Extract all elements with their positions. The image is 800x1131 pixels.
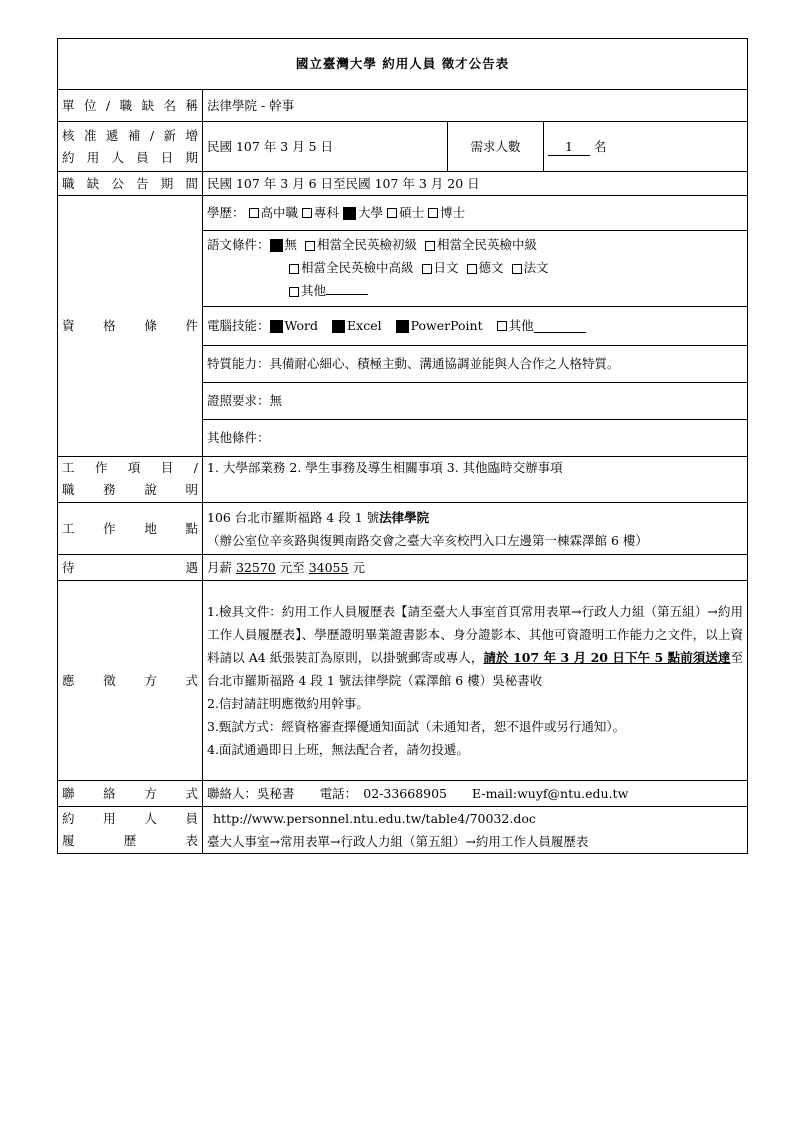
resume-label-line1: 約用人員 bbox=[62, 811, 198, 826]
checkbox-checked-icon[interactable] bbox=[396, 320, 409, 333]
salary-value bbox=[203, 555, 748, 581]
apply-deadline: 請於 107 年 3 月 20 日下午 5 點前須送達 bbox=[483, 650, 731, 665]
headcount-label: 需求人數 bbox=[448, 122, 544, 172]
traits-row: 特質能力：具備耐心細心、積極主動、溝通協調並能與人合作之人格特質。 bbox=[203, 345, 747, 382]
option-label: 日文 bbox=[433, 260, 459, 275]
location-building: 法律學院 bbox=[379, 509, 430, 525]
salary-high: 34055 bbox=[308, 559, 349, 575]
location-note: （辦公室位辛亥路與復興南路交會之臺大辛亥校門入口左邊第一棟霖澤館 6 樓） bbox=[207, 532, 648, 548]
duties-value: 1. 大學部業務 2. 學生事務及導生相關事項 3. 其他臨時交辦事項 bbox=[203, 457, 748, 503]
checkbox-checked-icon[interactable] bbox=[270, 239, 283, 252]
computer-other-blank[interactable] bbox=[534, 320, 586, 333]
language-other-blank[interactable] bbox=[326, 282, 368, 295]
option-label: 相當全民英檢初級 bbox=[317, 237, 418, 252]
checkbox-icon[interactable] bbox=[302, 208, 312, 218]
resume-label-line2: 履歷表 bbox=[62, 833, 198, 848]
education-row bbox=[203, 196, 747, 230]
checkbox-icon[interactable] bbox=[249, 208, 259, 218]
resume-url-link[interactable]: http://www.personnel.ntu.edu.tw/table4/70032.doc bbox=[213, 811, 536, 826]
duties-label bbox=[58, 457, 203, 503]
option-label: Excel bbox=[347, 318, 382, 333]
duties-label-line2: 職務說明 bbox=[62, 482, 198, 497]
resume-value bbox=[203, 807, 748, 854]
apply-item1-address: 至台北市羅斯福路 4 段 1 號法律學院（霖澤館 6 樓）吳秘書收 bbox=[207, 650, 744, 688]
qualifications-label: 資格條件 bbox=[58, 196, 203, 457]
language-row bbox=[203, 230, 747, 306]
checkbox-checked-icon[interactable] bbox=[332, 320, 345, 333]
option-label: 專科 bbox=[314, 205, 340, 220]
checkbox-icon[interactable] bbox=[467, 264, 477, 274]
license-row: 證照要求：無 bbox=[203, 382, 747, 419]
resume-label bbox=[58, 807, 203, 854]
option-label: 相當全民英檢中高級 bbox=[301, 260, 414, 275]
checkbox-icon[interactable] bbox=[289, 287, 299, 297]
checkbox-checked-icon[interactable] bbox=[343, 207, 356, 220]
headcount-unit: 名 bbox=[593, 138, 607, 154]
option-label: PowerPoint bbox=[410, 318, 483, 333]
other-conditions-row: 其他條件： bbox=[203, 419, 747, 456]
location-value bbox=[203, 503, 748, 555]
apply-item1 bbox=[207, 604, 743, 688]
salary-suffix: 元 bbox=[348, 559, 365, 575]
apply-item1-text: 1.檢具文件：約用工作人員履歷表【請至臺大人事室首頁常用表單→行政人力組（第五組）→約用工作人員履歷表】、學歷證明畢業證書影本、身分證影本、其他可資證明工作能力之文件，以上資料請以 A4 紙張裝訂為原則，以掛號郵寄或專人， bbox=[207, 604, 744, 665]
checkbox-icon[interactable] bbox=[289, 264, 299, 274]
approval-label bbox=[58, 122, 203, 172]
location-address: 106 台北市羅斯福路 4 段 1 號 bbox=[207, 509, 380, 525]
period-value: 民國 107 年 3 月 6 日至民國 107 年 3 月 20 日 bbox=[203, 172, 748, 196]
headcount-value: 1 bbox=[548, 139, 590, 156]
checkbox-icon[interactable] bbox=[425, 241, 435, 251]
option-label: 德文 bbox=[478, 260, 504, 275]
checkbox-icon[interactable] bbox=[497, 321, 507, 331]
option-label: 無 bbox=[284, 237, 298, 252]
contact-label: 聯絡方式 bbox=[58, 781, 203, 807]
form-title: 國立臺灣大學 約用人員 徵才公告表 bbox=[58, 39, 748, 90]
salary-mid: 元至 bbox=[275, 559, 309, 575]
computer-label: 電腦技能： bbox=[207, 318, 270, 333]
apply-item2: 2.信封請註明應徵約用幹事。 bbox=[207, 696, 369, 711]
recruitment-form bbox=[57, 38, 748, 854]
resume-path: 臺大人事室→常用表單→行政人力組（第五組）→約用工作人員履歷表 bbox=[207, 834, 589, 849]
option-label: 其他 bbox=[508, 318, 534, 333]
contact-value: 聯絡人：吳秘書 電話： 02-33668905 E-mail:wuyf@ntu.edu.tw bbox=[203, 781, 748, 807]
salary-low: 32570 bbox=[235, 559, 276, 575]
apply-item3: 3.甄試方式：經資格審查擇優通知面試（未通知者，恕不退件或另行通知）。 bbox=[207, 719, 626, 734]
language-label: 語文條件： bbox=[207, 237, 270, 252]
period-label: 職缺公告期間 bbox=[58, 172, 203, 196]
apply-label: 應徵方式 bbox=[58, 581, 203, 781]
checkbox-icon[interactable] bbox=[387, 208, 397, 218]
education-label: 學歷： bbox=[207, 205, 245, 220]
option-label: 相當全民英檢中級 bbox=[437, 237, 538, 252]
salary-label: 待遇 bbox=[58, 555, 203, 581]
headcount-cell bbox=[544, 122, 748, 172]
checkbox-icon[interactable] bbox=[305, 241, 315, 251]
checkbox-icon[interactable] bbox=[512, 264, 522, 274]
option-label: 法文 bbox=[523, 260, 549, 275]
option-label: 博士 bbox=[440, 205, 466, 220]
approval-label-line2: 約用人員日期 bbox=[62, 149, 198, 165]
apply-value bbox=[203, 581, 748, 781]
unit-label: 單位/職缺名稱 bbox=[58, 90, 203, 122]
approval-label-line1: 核准遞補/新增 bbox=[62, 127, 198, 143]
location-label: 工作地點 bbox=[58, 503, 203, 555]
computer-row bbox=[203, 306, 747, 345]
salary-prefix: 月薪 bbox=[207, 559, 236, 575]
checkbox-checked-icon[interactable] bbox=[270, 320, 283, 333]
option-label: 高中職 bbox=[260, 205, 299, 220]
duties-label-line1: 工作項目/ bbox=[62, 460, 198, 475]
approval-date: 民國 107 年 3 月 5 日 bbox=[203, 122, 448, 172]
checkbox-icon[interactable] bbox=[428, 208, 438, 218]
option-label: 碩士 bbox=[399, 205, 425, 220]
apply-item4: 4.面試通過即日上班，無法配合者，請勿投遞。 bbox=[207, 742, 469, 757]
unit-value: 法律學院 - 幹事 bbox=[203, 90, 748, 122]
qualifications-cell bbox=[203, 196, 748, 457]
checkbox-icon[interactable] bbox=[422, 264, 432, 274]
option-label: 其他 bbox=[301, 283, 327, 298]
option-label: Word bbox=[284, 318, 319, 333]
option-label: 大學 bbox=[358, 205, 384, 220]
